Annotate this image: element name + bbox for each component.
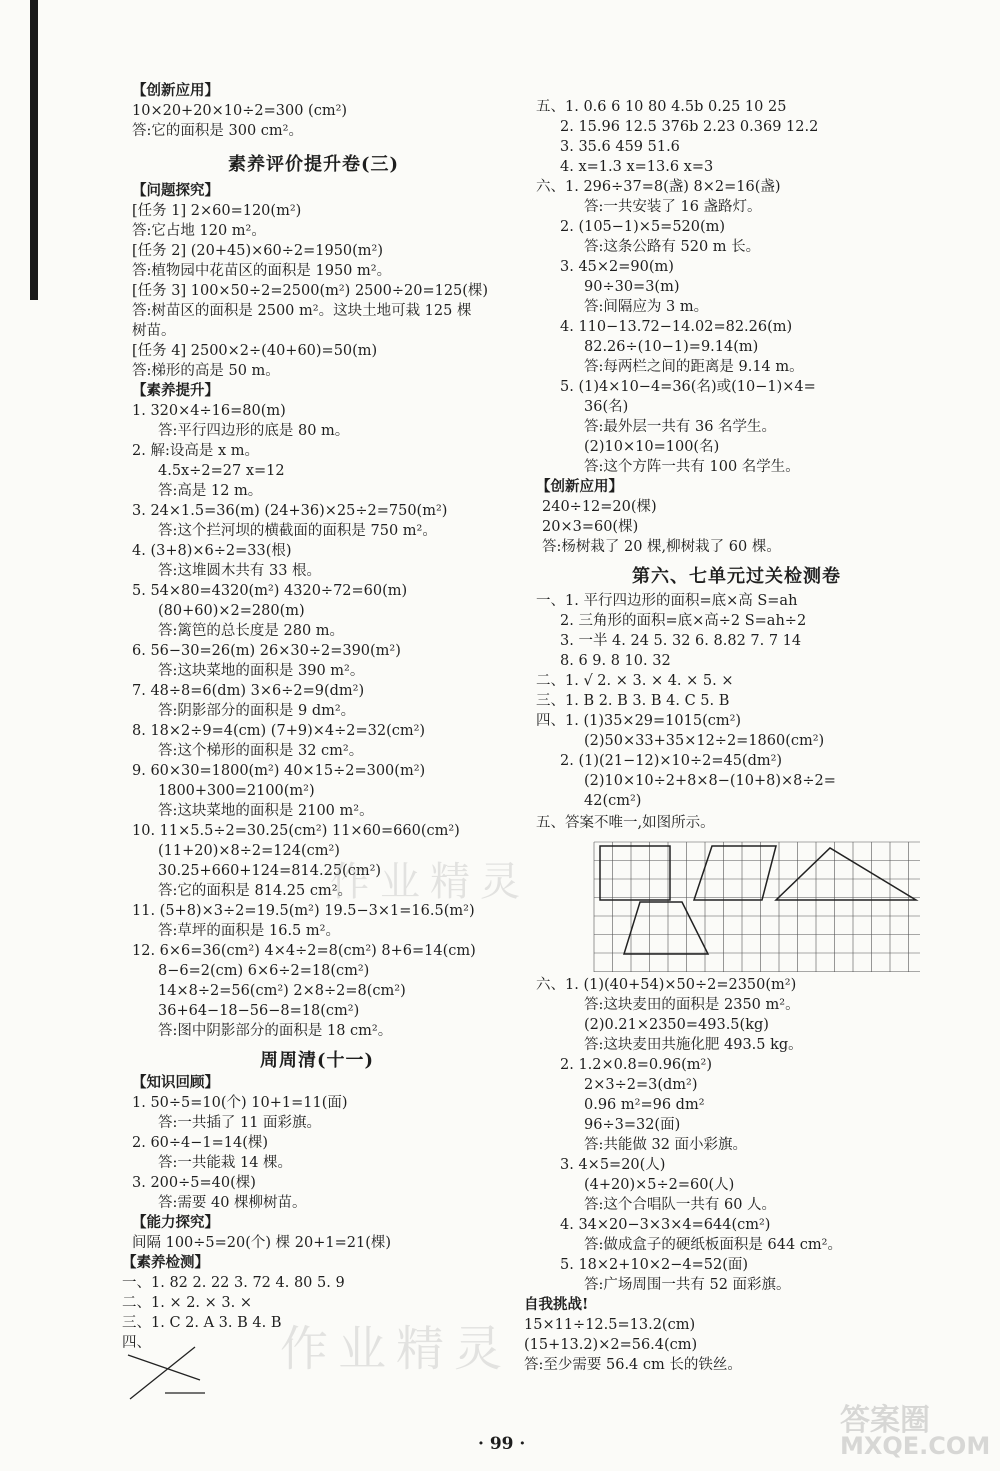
answer-line: 6. 56−30=26(m) 26×30÷2=390(m²) bbox=[132, 643, 401, 659]
answer-line: 8−6=2(cm) 6×6÷2=18(cm²) bbox=[158, 963, 370, 979]
answer-line: 3. 35.6 459 51.6 bbox=[560, 139, 680, 155]
answer-line: 答:做成盒子的硬纸板面积是 644 cm²。 bbox=[584, 1237, 842, 1253]
answer-line: 3. 24×1.5=36(m) (24+36)×25÷2=750(m²) bbox=[132, 503, 448, 519]
answer-line: 2. 60÷4−1=14(棵) bbox=[132, 1135, 269, 1151]
answer-line: 答:树苗区的面积是 2500 m²。这块土地可栽 125 棵 bbox=[132, 303, 472, 319]
watermark-text: 作业精灵 bbox=[280, 1321, 513, 1377]
page-number: · 99 · bbox=[478, 1434, 526, 1454]
site-watermark-top: 答案圈 bbox=[840, 1403, 930, 1438]
answer-line: 2. 三角形的面积=底×高÷2 S=ah÷2 bbox=[560, 613, 807, 629]
section-label: 【创新应用】 bbox=[536, 478, 623, 495]
answer-line: 三、1. C 2. A 3. B 4. B bbox=[122, 1315, 282, 1331]
answer-line: 答:它的面积是 300 cm²。 bbox=[132, 123, 303, 139]
answer-line: 2. 1.2×0.8=0.96(m²) bbox=[560, 1057, 713, 1073]
answer-line: 4.5x÷2=27 x=12 bbox=[158, 463, 285, 479]
trapezoid-shape bbox=[624, 902, 708, 954]
answer-line: 答:梯形的高是 50 m。 bbox=[132, 363, 280, 379]
answer-line: (2)50×33+35×12÷2=1860(cm²) bbox=[584, 733, 825, 749]
answer-line: 8. 6 9. 8 10. 32 bbox=[560, 653, 671, 669]
answer-line: 5. 18×2+10×2−4=52(面) bbox=[560, 1257, 749, 1273]
answer-line: 答:图中阴影部分的面积是 18 cm²。 bbox=[158, 1023, 393, 1039]
answer-line: 树苗。 bbox=[132, 323, 176, 339]
answer-line: 答:它的面积是 814.25 cm²。 bbox=[158, 883, 353, 899]
answer-line: 答:这个合唱队一共有 60 人。 bbox=[584, 1197, 777, 1213]
answer-line: 4. x=1.3 x=13.6 x=3 bbox=[560, 159, 714, 175]
watermark-text: 作业精灵 bbox=[330, 859, 530, 905]
binding-strip bbox=[30, 0, 38, 300]
answer-line: 答:这块麦田的面积是 2350 m²。 bbox=[584, 997, 800, 1013]
answer-line: 六、1. 296÷37=8(盏) 8×2=16(盏) bbox=[536, 179, 781, 195]
answer-line: 42(cm²) bbox=[584, 793, 642, 809]
answer-line: 答:植物园中花苗区的面积是 1950 m²。 bbox=[132, 263, 392, 279]
section-title: 第六、七单元过关检测卷 bbox=[632, 566, 841, 587]
answer-line: 答:这块麦田共施化肥 493.5 kg。 bbox=[584, 1037, 803, 1053]
answer-line: 答:这个梯形的面积是 32 cm²。 bbox=[158, 743, 364, 759]
answer-line: 三、1. B 2. B 3. B 4. C 5. B bbox=[536, 693, 730, 709]
section-label: 【知识回顾】 bbox=[132, 1074, 219, 1091]
answer-line: (80+60)×2=280(m) bbox=[158, 603, 305, 619]
answer-line: 1. 320×4÷16=80(m) bbox=[132, 403, 286, 419]
answer-line: 答:阴影部分的面积是 9 dm²。 bbox=[158, 703, 356, 719]
section-label: 【素养检测】 bbox=[122, 1254, 209, 1271]
answer-line: 4. (3+8)×6÷2=33(根) bbox=[132, 543, 292, 559]
answer-line: 3. 200÷5=40(棵) bbox=[132, 1175, 256, 1191]
answer-line: 答:篱笆的总长度是 280 m。 bbox=[158, 623, 345, 639]
answer-line: 5. (1)4×10−4=36(名)或(10−1)×4= bbox=[560, 379, 816, 395]
answer-line: 答:间隔应为 3 m。 bbox=[584, 299, 709, 315]
answer-line: 答:杨树栽了 20 棵,柳树栽了 60 棵。 bbox=[542, 539, 781, 555]
figure-line bbox=[128, 1355, 200, 1380]
trapezoid-grid-figure bbox=[590, 890, 720, 970]
answer-line: 10×20+20×10÷2=300 (cm²) bbox=[132, 103, 348, 119]
answer-line: 五、答案不唯一,如图所示。 bbox=[536, 815, 715, 831]
answer-line: 15×11÷12.5=13.2(cm) bbox=[524, 1317, 696, 1333]
answer-line: 3. 4×5=20(人) bbox=[560, 1157, 666, 1173]
answer-line: 10. 11×5.5÷2=30.25(cm²) 11×60=660(cm²) bbox=[132, 823, 460, 839]
answer-line: 答:共能做 32 面小彩旗。 bbox=[584, 1137, 748, 1153]
answer-line: (2)0.21×2350=493.5(kg) bbox=[584, 1017, 769, 1033]
answer-line: 1. 50÷5=10(个) 10+1=11(面) bbox=[132, 1095, 348, 1111]
site-watermark-bottom: MXQE.COM bbox=[840, 1432, 991, 1460]
answer-line: 2. (1)(21−12)×10÷2=45(dm²) bbox=[560, 753, 783, 769]
answer-line: 四、 bbox=[122, 1335, 151, 1351]
answer-line: 2. 15.96 12.5 376b 2.23 0.369 12.2 bbox=[560, 119, 819, 135]
answer-line: 96÷3=32(面) bbox=[584, 1117, 681, 1133]
section-label: 【创新应用】 bbox=[132, 82, 219, 99]
answer-line: 答:至少需要 56.4 cm 长的铁丝。 bbox=[524, 1357, 742, 1373]
answer-line: 240÷12=20(棵) bbox=[542, 499, 657, 515]
answer-line: 11. (5+8)×3÷2=19.5(m²) 19.5−3×1=16.5(m²) bbox=[132, 903, 475, 919]
answer-line: 8. 18×2÷9=4(cm) (7+9)×4÷2=32(cm²) bbox=[132, 723, 426, 739]
answer-line: 5. 54×80=4320(m²) 4320÷72=60(m) bbox=[132, 583, 408, 599]
answer-line: 答:一共能栽 14 棵。 bbox=[158, 1155, 293, 1171]
answer-line: [任务 2] (20+45)×60÷2=1950(m²) bbox=[132, 243, 384, 259]
answer-line: 12. 6×6=36(cm²) 4×4÷2=8(cm²) 8+6=14(cm) bbox=[132, 943, 476, 959]
answer-line: 答:一共插了 11 面彩旗。 bbox=[158, 1115, 322, 1131]
answer-line: [任务 4] 2500×2÷(40+60)=50(m) bbox=[132, 343, 378, 359]
answer-line: 六、1. (1)(40+54)×50÷2=2350(m²) bbox=[536, 977, 797, 993]
answer-line: [任务 1] 2×60=120(m²) bbox=[132, 203, 302, 219]
answer-line: 答:这条公路有 520 m 长。 bbox=[584, 239, 761, 255]
answer-line: (4+20)×5÷2=60(人) bbox=[584, 1177, 735, 1193]
answer-line: [任务 3] 100×50÷2=2500(m²) 2500÷20=125(棵) bbox=[132, 283, 489, 299]
answer-line: 答:平行四边形的底是 80 m。 bbox=[158, 423, 350, 439]
answer-line: 4. 34×20−3×3×4=644(cm²) bbox=[560, 1217, 771, 1233]
answer-line: 20×3=60(棵) bbox=[542, 519, 639, 535]
answer-line: 二、1. × 2. × 3. × bbox=[122, 1295, 252, 1311]
answer-line: 答:这个拦河坝的横截面的面积是 750 m²。 bbox=[158, 523, 437, 539]
answer-line: 答:这个方阵一共有 100 名学生。 bbox=[584, 459, 800, 475]
crossing-lines-figure bbox=[120, 1335, 210, 1405]
answer-line: 30.25+660+124=814.25(cm²) bbox=[158, 863, 382, 879]
answer-line: (2)10×10÷2+8×8−(10+8)×8÷2= bbox=[584, 773, 836, 789]
triangle-shape bbox=[776, 848, 916, 900]
answer-line: 答:广场周围一共有 52 面彩旗。 bbox=[584, 1277, 791, 1293]
answer-line: (2)10×10=100(名) bbox=[584, 439, 720, 455]
answer-line: 2. (105−1)×5=520(m) bbox=[560, 219, 726, 235]
answer-line: 答:这堆圆木共有 33 根。 bbox=[158, 563, 322, 579]
section-title: 周周清(十一) bbox=[260, 1050, 375, 1071]
answer-line: 3. 45×2=90(m) bbox=[560, 259, 674, 275]
answer-line: 五、1. 0.6 6 10 80 4.5b 0.25 10 25 bbox=[536, 99, 787, 115]
section-label: 自我挑战! bbox=[524, 1296, 589, 1313]
answer-line: 间隔 100÷5=20(个) 棵 20+1=21(棵) bbox=[132, 1235, 392, 1251]
answer-line: 一、1. 82 2. 22 3. 72 4. 80 5. 9 bbox=[122, 1275, 345, 1291]
answer-line: 答:最外层一共有 36 名学生。 bbox=[584, 419, 777, 435]
section-label: 【问题探究】 bbox=[132, 182, 219, 199]
answer-line: 36+64−18−56−8=18(cm²) bbox=[158, 1003, 360, 1019]
section-label: 【能力探究】 bbox=[132, 1214, 219, 1231]
answer-line: 3. 一半 4. 24 5. 32 6. 8.82 7. 7 14 bbox=[560, 633, 802, 649]
answer-line: 2. 解:设高是 x m。 bbox=[132, 443, 259, 459]
answer-line: 答:每两栏之间的距离是 9.14 m。 bbox=[584, 359, 804, 375]
answer-line: 答:需要 40 棵柳树苗。 bbox=[158, 1195, 307, 1211]
answer-line: 答:高是 12 m。 bbox=[158, 483, 263, 499]
answer-line: (15+13.2)×2=56.4(cm) bbox=[524, 1337, 698, 1353]
answer-line: (11+20)×8÷2=124(cm²) bbox=[158, 843, 340, 859]
answer-line: 答:它占地 120 m²。 bbox=[132, 223, 266, 239]
answer-line: 0.96 m²=96 dm² bbox=[584, 1097, 705, 1113]
answer-line: 2×3÷2=3(dm²) bbox=[584, 1077, 698, 1093]
answer-line: 答:这块菜地的面积是 390 m²。 bbox=[158, 663, 365, 679]
answer-line: 82.26÷(10−1)=9.14(m) bbox=[584, 339, 759, 355]
answer-line: 7. 48÷8=6(dm) 3×6÷2=9(dm²) bbox=[132, 683, 365, 699]
answer-line: 答:草坪的面积是 16.5 m²。 bbox=[158, 923, 340, 939]
answer-line: 四、1. (1)35×29=1015(cm²) bbox=[536, 713, 742, 729]
answer-line: 4. 110−13.72−14.02=82.26(m) bbox=[560, 319, 793, 335]
answer-line: 答:这块菜地的面积是 2100 m²。 bbox=[158, 803, 374, 819]
section-title: 素养评价提升卷(三) bbox=[228, 154, 400, 175]
answer-line: 9. 60×30=1800(m²) 40×15÷2=300(m²) bbox=[132, 763, 426, 779]
answer-line: 14×8÷2=56(cm²) 2×8÷2=8(cm²) bbox=[158, 983, 406, 999]
answer-line: 一、1. 平行四边形的面积=底×高 S=ah bbox=[536, 593, 798, 609]
section-label: 【素养提升】 bbox=[132, 382, 219, 399]
answer-line: 答:一共安装了 16 盏路灯。 bbox=[584, 199, 762, 215]
figure-line bbox=[130, 1347, 195, 1399]
answer-line: 90÷30=3(m) bbox=[584, 279, 680, 295]
answer-line: 1800+300=2100(m²) bbox=[158, 783, 315, 799]
answer-line: 36(名) bbox=[584, 399, 629, 415]
answer-line: 二、1. √ 2. × 3. × 4. × 5. × bbox=[536, 673, 734, 689]
